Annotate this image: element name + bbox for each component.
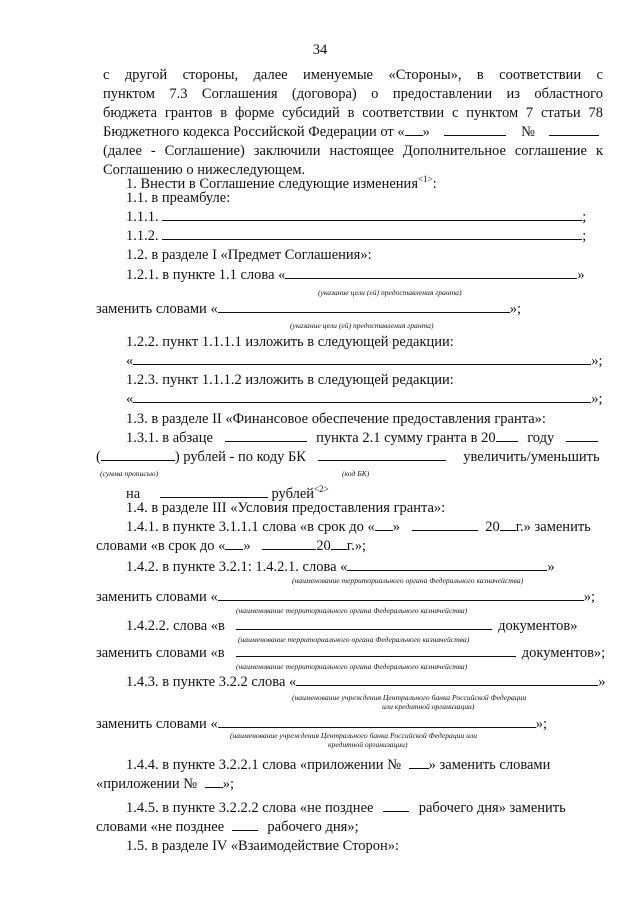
text-fragment: »; bbox=[591, 353, 603, 369]
blank-field[interactable] bbox=[331, 537, 347, 550]
text-fragment: ; bbox=[582, 228, 587, 244]
text-fragment: словами «в срок до « bbox=[96, 538, 226, 554]
text-fragment: » bbox=[422, 124, 430, 140]
text-fragment: документов» bbox=[498, 618, 578, 634]
text-fragment: «приложении № bbox=[96, 776, 198, 792]
text-fragment: ; bbox=[582, 209, 587, 225]
text-line bbox=[126, 518, 591, 536]
text-line bbox=[126, 266, 585, 284]
text-fragment: 1.4.2. в пункте 3.2.1: 1.4.2.1. слова « bbox=[126, 559, 348, 575]
text-line bbox=[126, 352, 603, 370]
text-line bbox=[103, 123, 599, 141]
text-fragment: « bbox=[126, 391, 134, 407]
text-fragment: Бюджетного кодекса Российской Федерации от « bbox=[103, 124, 405, 140]
text-fragment: »; bbox=[509, 301, 521, 317]
text-fragment: »; bbox=[222, 776, 235, 792]
blank-field[interactable] bbox=[375, 518, 393, 531]
blank-field[interactable] bbox=[133, 390, 591, 403]
text-line: 1.2.2. пункт 1.1.1.1 изложить в следующей редакции: bbox=[126, 334, 454, 350]
text-fragment: » bbox=[598, 674, 606, 690]
text-fragment: » bbox=[243, 538, 251, 554]
text-fragment: рублей bbox=[271, 485, 315, 502]
text-line bbox=[126, 208, 586, 226]
field-caption: (наименование учреждения Центрального банка Российской Федерации bbox=[292, 693, 527, 702]
field-caption: (наименование территориального органа Федерального казначейства) bbox=[236, 606, 468, 615]
text-fragment: № bbox=[521, 124, 535, 140]
blank-field[interactable] bbox=[225, 429, 307, 442]
text-line: Соглашению о нижеследующем. bbox=[103, 162, 306, 178]
page-number: 34 bbox=[312, 42, 328, 58]
text-line bbox=[126, 558, 555, 576]
blank-field[interactable] bbox=[232, 818, 258, 831]
blank-field[interactable] bbox=[218, 715, 536, 728]
text-line bbox=[96, 300, 521, 318]
text-line: пунктом 7.3 Соглашения (договора) о предоставлении из областного bbox=[103, 86, 603, 102]
text-line bbox=[126, 799, 566, 817]
blank-field[interactable] bbox=[236, 617, 492, 630]
text-fragment: 1.4.2.2. слова «в bbox=[126, 618, 225, 634]
footnote-ref: <2> bbox=[314, 484, 329, 494]
blank-field[interactable] bbox=[318, 448, 446, 461]
text-fragment: ) рублей - по коду БК bbox=[174, 449, 306, 465]
text-fragment: 1.1.1. bbox=[126, 209, 159, 225]
text-line bbox=[126, 390, 603, 408]
text-fragment: 20 bbox=[485, 519, 500, 535]
text-fragment: : bbox=[432, 175, 437, 192]
text-fragment: г.»; bbox=[346, 538, 366, 554]
text-fragment: »; bbox=[591, 391, 603, 407]
text-line bbox=[96, 448, 600, 466]
field-caption: кредитной организации) bbox=[328, 740, 408, 749]
blank-field[interactable] bbox=[285, 266, 577, 279]
text-fragment: заменить словами « bbox=[96, 716, 218, 732]
text-line: 1.5. в разделе IV «Взаимодействие Сторон»: bbox=[126, 838, 400, 854]
blank-field[interactable] bbox=[162, 208, 582, 221]
text-fragment: г.» заменить bbox=[515, 519, 591, 535]
text-fragment: рабочего дня» заменить bbox=[418, 800, 566, 816]
footnote-ref: <1> bbox=[417, 174, 433, 184]
text-line bbox=[126, 429, 598, 447]
blank-field[interactable] bbox=[218, 300, 510, 313]
text-line: 1.2.3. пункт 1.1.1.2 изложить в следующей редакции: bbox=[126, 372, 454, 388]
blank-field[interactable] bbox=[500, 518, 516, 531]
blank-field[interactable] bbox=[262, 537, 316, 550]
text-fragment: документов»; bbox=[521, 645, 606, 661]
text-fragment: 1.4.3. в пункте 3.2.2 слова « bbox=[126, 674, 297, 690]
blank-field[interactable] bbox=[496, 429, 518, 442]
text-fragment: » bbox=[547, 559, 555, 575]
text-fragment: заменить словами « bbox=[96, 301, 218, 317]
blank-field[interactable] bbox=[405, 123, 423, 136]
blank-field[interactable] bbox=[133, 352, 591, 365]
blank-field[interactable] bbox=[101, 448, 175, 461]
text-line: 1.3. в разделе II «Финансовое обеспечение предоставления гранта»: bbox=[126, 411, 546, 427]
text-line bbox=[126, 227, 586, 245]
text-fragment: увеличить/уменьшить bbox=[463, 449, 600, 465]
field-caption: (код БК) bbox=[342, 469, 370, 478]
blank-field[interactable] bbox=[160, 485, 268, 498]
blank-field[interactable] bbox=[225, 537, 243, 550]
blank-field[interactable] bbox=[444, 123, 506, 136]
text-fragment: 1.1.2. bbox=[126, 228, 159, 244]
text-line: бюджета грантов в форме субсидий в соответствии с пунктом 7 статьи 78 bbox=[103, 105, 603, 121]
text-line bbox=[96, 537, 366, 555]
text-fragment: году bbox=[527, 430, 555, 446]
blank-field[interactable] bbox=[412, 518, 478, 531]
text-line bbox=[126, 756, 550, 774]
field-caption: (наименование территориального органа Федерального казначейства) bbox=[236, 662, 468, 671]
text-line bbox=[126, 673, 606, 691]
text-line bbox=[96, 644, 605, 662]
text-fragment: 20 bbox=[316, 538, 331, 554]
text-fragment: » заменить словами bbox=[428, 757, 551, 773]
text-fragment: 1. Внести в Соглашение следующие изменения bbox=[126, 175, 418, 192]
text-fragment: »; bbox=[535, 716, 547, 732]
text-line: 1.4. в разделе III «Условия предоставления гранта»: bbox=[126, 500, 446, 516]
text-fragment: 1.2.1. в пункте 1.1 слова « bbox=[126, 267, 286, 283]
blank-field[interactable] bbox=[383, 799, 409, 812]
text-line bbox=[96, 818, 359, 836]
text-fragment: 1.4.5. в пункте 3.2.2.2 слова «не позднее bbox=[126, 800, 374, 816]
text-line bbox=[126, 617, 578, 635]
text-line: с другой стороны, далее именуемые «Стороны», в соответствии с bbox=[103, 67, 603, 83]
field-caption: (указание цели (ей) предоставления гранта) bbox=[318, 288, 462, 297]
text-fragment: пункта 2.1 сумму гранта в 20 bbox=[316, 430, 496, 446]
text-fragment: » bbox=[577, 267, 585, 283]
field-caption: (наименование территориального органа Федерального казначейства) bbox=[292, 576, 524, 585]
text-fragment: заменить словами «в bbox=[96, 645, 225, 661]
text-line bbox=[96, 775, 234, 793]
field-caption: (наименование учреждения Центрального банка Российской Федерации или bbox=[230, 731, 478, 740]
text-line bbox=[96, 588, 595, 606]
text-fragment: 1.4.1. в пункте 3.1.1.1 слова «в срок до « bbox=[126, 519, 375, 535]
text-line: 1.2. в разделе I «Предмет Соглашения»: bbox=[126, 247, 372, 263]
blank-field[interactable] bbox=[205, 775, 223, 788]
blank-field[interactable] bbox=[549, 123, 599, 136]
blank-field[interactable] bbox=[296, 673, 598, 686]
blank-field[interactable] bbox=[162, 227, 582, 240]
blank-field[interactable] bbox=[409, 756, 429, 769]
text-fragment: « bbox=[126, 353, 134, 369]
text-fragment: ( bbox=[96, 449, 101, 465]
text-fragment: 1.4.4. в пункте 3.2.2.1 слова «приложении № bbox=[126, 757, 402, 773]
field-caption: (сумма прописью) bbox=[100, 469, 159, 478]
blank-field[interactable] bbox=[218, 588, 584, 601]
text-fragment: » bbox=[392, 519, 400, 535]
text-fragment: 1.3.1. в абзаце bbox=[126, 430, 213, 446]
text-fragment: рабочего дня»; bbox=[267, 819, 359, 835]
blank-field[interactable] bbox=[236, 644, 516, 657]
field-caption: (наименование территориального органа Федерального казначейства) bbox=[238, 635, 470, 644]
text-line: (далее - Соглашение) заключили настоящее Дополнительное соглашение к bbox=[103, 143, 603, 159]
field-caption: (указание цели (ей) предоставления гранта) bbox=[290, 321, 434, 330]
text-fragment: заменить словами « bbox=[96, 589, 218, 605]
blank-field[interactable] bbox=[566, 429, 598, 442]
text-fragment: словами «не позднее bbox=[96, 819, 225, 835]
field-caption: или кредитной организации) bbox=[382, 702, 475, 711]
text-fragment: на bbox=[126, 485, 141, 502]
blank-field[interactable] bbox=[347, 558, 547, 571]
text-line: 1.1. в преамбуле: bbox=[126, 190, 231, 206]
text-fragment: »; bbox=[583, 589, 595, 605]
